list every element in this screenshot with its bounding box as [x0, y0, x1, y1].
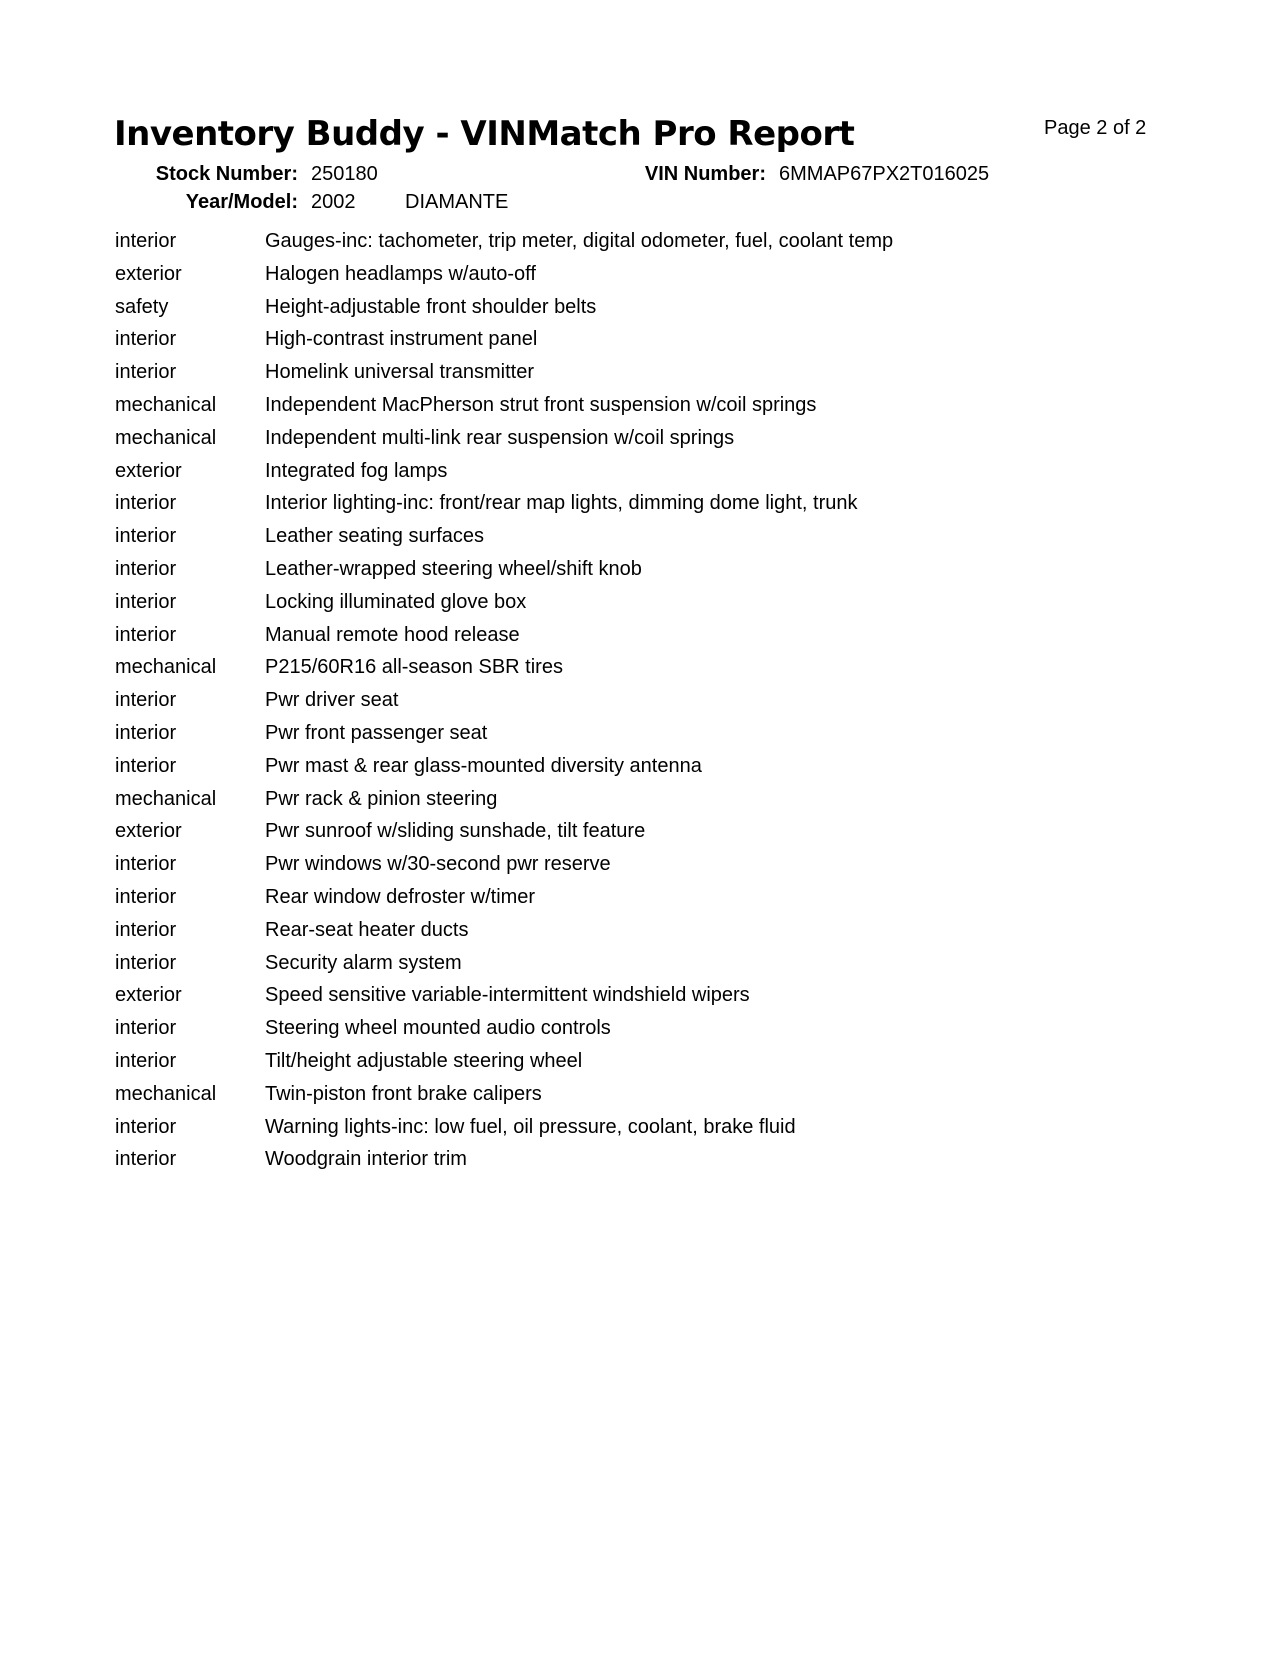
feature-row — [115, 590, 1215, 623]
feature-row — [115, 819, 1215, 852]
year-value: 2002 — [311, 191, 356, 213]
feature-row — [115, 1115, 1215, 1148]
feature-category: interior — [115, 557, 177, 580]
feature-row — [115, 1016, 1215, 1049]
feature-description: Homelink universal transmitter — [265, 361, 534, 384]
feature-row — [115, 295, 1215, 328]
feature-category: interior — [115, 623, 177, 646]
feature-row — [115, 524, 1215, 557]
feature-category: interior — [115, 361, 177, 384]
feature-description: Gauges-inc: tachometer, trip meter, digital odometer, fuel, coolant temp — [265, 230, 894, 252]
feature-description: Woodgrain interior trim — [265, 1148, 467, 1171]
feature-description: Integrated fog lamps — [265, 459, 448, 482]
feature-description: Independent multi-link rear suspension w/coil springs — [265, 426, 735, 449]
feature-category: interior — [115, 1049, 177, 1072]
feature-category: mechanical — [115, 426, 217, 449]
feature-category: interior — [115, 754, 177, 777]
feature-description: Warning lights-inc: low fuel, oil pressure, coolant, brake fluid — [265, 1115, 796, 1138]
feature-description: Pwr mast & rear glass-mounted diversity antenna — [265, 754, 702, 777]
feature-category: interior — [115, 230, 177, 252]
feature-description: Leather seating surfaces — [265, 525, 485, 548]
vin-number-value: 6MMAP67PX2T016025 — [779, 163, 990, 185]
feature-description: Twin-piston front brake calipers — [265, 1082, 542, 1105]
model-value: DIAMANTE — [405, 191, 509, 213]
feature-category: mechanical — [115, 656, 217, 679]
feature-category: interior — [115, 689, 177, 712]
feature-row — [115, 623, 1215, 656]
feature-row — [115, 787, 1215, 820]
report-title: Inventory Buddy - VINMatch Pro Report — [114, 114, 855, 154]
feature-row — [115, 426, 1215, 459]
stock-number-value: 250180 — [311, 163, 378, 185]
feature-category: interior — [115, 1115, 177, 1138]
feature-description: Rear-seat heater ducts — [265, 918, 469, 941]
feature-category: interior — [115, 885, 177, 908]
feature-category: exterior — [115, 262, 182, 285]
feature-category: exterior — [115, 984, 182, 1007]
feature-category: safety — [115, 295, 169, 318]
feature-row — [115, 491, 1215, 524]
feature-category: interior — [115, 853, 177, 876]
feature-list — [115, 229, 1215, 1180]
page-number: Page 2 of 2 — [1044, 117, 1147, 139]
feature-row — [115, 852, 1215, 885]
feature-category: interior — [115, 492, 177, 515]
feature-category: mechanical — [115, 393, 217, 416]
feature-row — [115, 327, 1215, 360]
year-model-label: Year/Model: — [185, 191, 298, 213]
feature-category: interior — [115, 721, 177, 744]
feature-row — [115, 262, 1215, 295]
feature-description: High-contrast instrument panel — [265, 328, 538, 351]
feature-description: Security alarm system — [265, 951, 462, 974]
feature-category: interior — [115, 918, 177, 941]
feature-description: Tilt/height adjustable steering wheel — [265, 1049, 583, 1072]
vin-number-label: VIN Number: — [644, 163, 766, 185]
feature-row — [115, 1082, 1215, 1115]
feature-row — [115, 557, 1215, 590]
feature-row — [115, 459, 1215, 492]
feature-category: interior — [115, 951, 177, 974]
feature-category: mechanical — [115, 1082, 217, 1105]
feature-row — [115, 918, 1215, 951]
feature-row — [115, 655, 1215, 688]
feature-description: Leather-wrapped steering wheel/shift knob — [265, 557, 642, 580]
feature-description: Locking illuminated glove box — [265, 590, 527, 613]
feature-category: interior — [115, 525, 177, 548]
feature-description: Speed sensitive variable-intermittent windshield wipers — [265, 984, 750, 1007]
feature-description: Pwr windows w/30-second pwr reserve — [265, 853, 611, 876]
feature-category: interior — [115, 1148, 177, 1171]
feature-description: Steering wheel mounted audio controls — [265, 1017, 611, 1040]
feature-row — [115, 754, 1215, 787]
feature-row — [115, 951, 1215, 984]
feature-row — [115, 1049, 1215, 1082]
feature-row — [115, 1147, 1215, 1180]
feature-description: Pwr front passenger seat — [265, 721, 488, 744]
feature-category: interior — [115, 1017, 177, 1040]
feature-row — [115, 721, 1215, 754]
feature-description: P215/60R16 all-season SBR tires — [265, 656, 563, 679]
feature-row — [115, 983, 1215, 1016]
feature-category: exterior — [115, 820, 182, 843]
feature-row — [115, 229, 1215, 262]
feature-category: exterior — [115, 459, 182, 482]
feature-description: Pwr sunroof w/sliding sunshade, tilt feature — [265, 820, 646, 843]
feature-description: Manual remote hood release — [265, 623, 520, 646]
feature-category: interior — [115, 590, 177, 613]
feature-row — [115, 885, 1215, 918]
stock-number-label: Stock Number: — [155, 163, 298, 185]
feature-description: Pwr rack & pinion steering — [265, 787, 498, 810]
feature-category: interior — [115, 328, 177, 351]
feature-description: Pwr driver seat — [265, 689, 399, 712]
feature-description: Halogen headlamps w/auto-off — [265, 262, 536, 285]
feature-row — [115, 393, 1215, 426]
feature-description: Interior lighting-inc: front/rear map lights, dimming dome light, trunk — [265, 492, 858, 515]
feature-description: Independent MacPherson strut front suspension w/coil springs — [265, 393, 817, 416]
feature-description: Height-adjustable front shoulder belts — [265, 295, 597, 318]
feature-row — [115, 688, 1215, 721]
feature-row — [115, 360, 1215, 393]
feature-category: mechanical — [115, 787, 217, 810]
feature-description: Rear window defroster w/timer — [265, 885, 536, 908]
